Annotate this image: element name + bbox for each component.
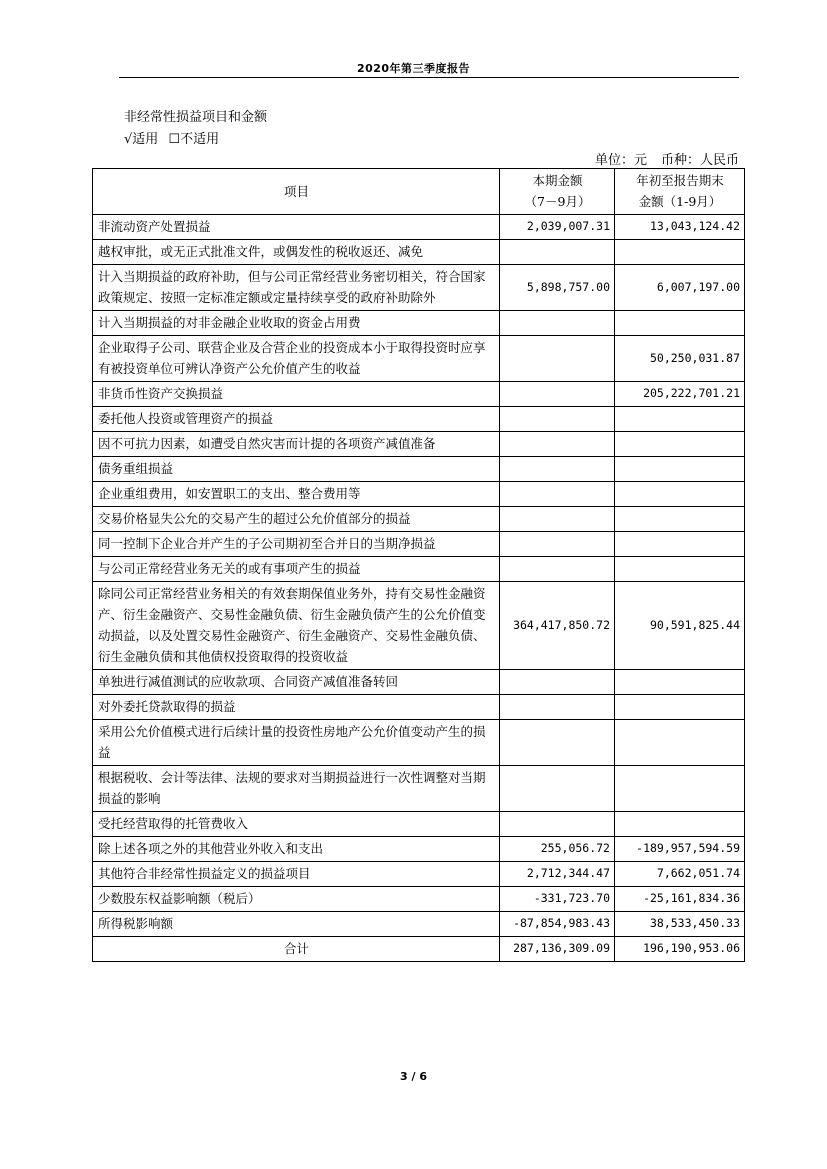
table-row bbox=[93, 557, 745, 582]
row-item-label: 采用公允价值模式进行后续计量的投资性房地产公允价值变动产生的损益 bbox=[93, 720, 500, 766]
non-recurring-gains-table bbox=[92, 168, 745, 962]
row-ytd-amount bbox=[615, 407, 745, 432]
row-item-label: 越权审批，或无正式批准文件，或偶发性的税收返还、减免 bbox=[93, 240, 500, 265]
row-ytd-amount bbox=[615, 311, 745, 336]
row-item-label: 单独进行减值测试的应收款项、合同资产减值准备转回 bbox=[93, 670, 500, 695]
header-divider bbox=[119, 77, 739, 78]
table-row bbox=[93, 482, 745, 507]
table-row bbox=[93, 862, 745, 887]
row-current-amount bbox=[500, 336, 615, 382]
table-row bbox=[93, 720, 745, 766]
column-header-current bbox=[500, 169, 615, 215]
unit-line bbox=[595, 149, 739, 168]
row-current-amount bbox=[500, 720, 615, 766]
table-row bbox=[93, 695, 745, 720]
row-item-label: 非流动资产处置损益 bbox=[93, 215, 500, 240]
table-row bbox=[93, 670, 745, 695]
row-item-label: 企业重组费用，如安置职工的支出、整合费用等 bbox=[93, 482, 500, 507]
table-row bbox=[93, 532, 745, 557]
applicable-option: √适用 bbox=[124, 132, 159, 147]
row-item-label: 受托经营取得的托管费收入 bbox=[93, 812, 500, 837]
row-ytd-amount bbox=[615, 432, 745, 457]
column-header-ytd-line1: 年初至报告期末 bbox=[636, 173, 724, 188]
row-current-amount bbox=[500, 766, 615, 812]
row-ytd-amount: 7,662,051.74 bbox=[615, 862, 745, 887]
row-current-amount: 2,712,344.47 bbox=[500, 862, 615, 887]
row-current-amount bbox=[500, 407, 615, 432]
table-row bbox=[93, 240, 745, 265]
row-item-label: 少数股东权益影响额（税后） bbox=[93, 887, 500, 912]
row-ytd-amount: 38,533,450.33 bbox=[615, 912, 745, 937]
total-label: 合计 bbox=[93, 937, 500, 962]
row-item-label: 交易价格显失公允的交易产生的超过公允价值部分的损益 bbox=[93, 507, 500, 532]
table-row bbox=[93, 507, 745, 532]
table-body bbox=[93, 215, 745, 937]
table-row bbox=[93, 311, 745, 336]
row-current-amount bbox=[500, 457, 615, 482]
table-row bbox=[93, 336, 745, 382]
row-current-amount bbox=[500, 507, 615, 532]
unit-label: 单位：元 bbox=[594, 153, 647, 168]
row-ytd-amount bbox=[615, 240, 745, 265]
column-header-current-line1: 本期金额 bbox=[532, 173, 583, 188]
row-ytd-amount: 205,222,701.21 bbox=[615, 382, 745, 407]
row-current-amount bbox=[500, 670, 615, 695]
row-ytd-amount bbox=[615, 482, 745, 507]
row-current-amount bbox=[500, 311, 615, 336]
table-row bbox=[93, 887, 745, 912]
row-item-label: 与公司正常经营业务无关的或有事项产生的损益 bbox=[93, 557, 500, 582]
row-current-amount bbox=[500, 482, 615, 507]
row-item-label: 非货币性资产交换损益 bbox=[93, 382, 500, 407]
row-item-label: 除同公司正常经营业务相关的有效套期保值业务外，持有交易性金融资产、衍生金融资产、交易性金融负债、衍生金融负债产生的公允价值变动损益，以及处置交易性金融资产、衍生金融资产、交易性金融负债、衍生金融负债和其他债权投资取得的投资收益 bbox=[93, 582, 500, 670]
row-item-label: 所得税影响额 bbox=[93, 912, 500, 937]
report-header-title: 2020年第三季度报告 bbox=[356, 62, 471, 75]
table-row bbox=[93, 432, 745, 457]
row-ytd-amount bbox=[615, 720, 745, 766]
table-row bbox=[93, 215, 745, 240]
row-item-label: 根据税收、会计等法律、法规的要求对当期损益进行一次性调整对当期损益的影响 bbox=[93, 766, 500, 812]
table-row bbox=[93, 582, 745, 670]
row-current-amount: 255,056.72 bbox=[500, 837, 615, 862]
row-current-amount: 364,417,850.72 bbox=[500, 582, 615, 670]
row-current-amount bbox=[500, 382, 615, 407]
row-current-amount: -87,854,983.43 bbox=[500, 912, 615, 937]
row-current-amount bbox=[500, 695, 615, 720]
row-ytd-amount: -189,957,594.59 bbox=[615, 837, 745, 862]
table-row bbox=[93, 265, 745, 311]
section-title: 非经常性损益项目和金额 bbox=[124, 110, 268, 125]
page-number: 3 / 6 bbox=[400, 1070, 427, 1083]
row-ytd-amount: -25,161,834.36 bbox=[615, 887, 745, 912]
row-ytd-amount: 50,250,031.87 bbox=[615, 336, 745, 382]
column-header-ytd bbox=[615, 169, 745, 215]
row-item-label: 同一控制下企业合并产生的子公司期初至合并日的当期净损益 bbox=[93, 532, 500, 557]
row-ytd-amount bbox=[615, 695, 745, 720]
row-ytd-amount: 90,591,825.44 bbox=[615, 582, 745, 670]
row-item-label: 因不可抗力因素，如遭受自然灾害而计提的各项资产减值准备 bbox=[93, 432, 500, 457]
row-item-label: 委托他人投资或管理资产的损益 bbox=[93, 407, 500, 432]
row-current-amount: -331,723.70 bbox=[500, 887, 615, 912]
table-row bbox=[93, 457, 745, 482]
table-row bbox=[93, 812, 745, 837]
row-ytd-amount: 13,043,124.42 bbox=[615, 215, 745, 240]
table-row bbox=[93, 382, 745, 407]
row-ytd-amount bbox=[615, 670, 745, 695]
row-item-label: 除上述各项之外的其他营业外收入和支出 bbox=[93, 837, 500, 862]
row-current-amount bbox=[500, 240, 615, 265]
total-ytd: 196,190,953.06 bbox=[615, 937, 745, 962]
total-current: 287,136,309.09 bbox=[500, 937, 615, 962]
row-item-label: 企业取得子公司、联营企业及合营企业的投资成本小于取得投资时应享有被投资单位可辨认净资产公允价值产生的收益 bbox=[93, 336, 500, 382]
row-current-amount bbox=[500, 432, 615, 457]
row-item-label: 计入当期损益的政府补助，但与公司正常经营业务密切相关，符合国家政策规定、按照一定标准定额或定量持续享受的政府补助除外 bbox=[93, 265, 500, 311]
currency-label: 币种：人民币 bbox=[660, 153, 739, 168]
column-header-item: 项目 bbox=[93, 169, 500, 215]
column-header-current-line2: （7－9月） bbox=[524, 194, 591, 209]
table-row bbox=[93, 766, 745, 812]
row-item-label: 对外委托贷款取得的损益 bbox=[93, 695, 500, 720]
row-ytd-amount: 6,007,197.00 bbox=[615, 265, 745, 311]
row-ytd-amount bbox=[615, 812, 745, 837]
row-item-label: 其他符合非经常性损益定义的损益项目 bbox=[93, 862, 500, 887]
column-header-ytd-line2: 金额（1-9月） bbox=[638, 194, 722, 209]
table-row bbox=[93, 837, 745, 862]
applicability-options bbox=[124, 128, 225, 147]
row-item-label: 债务重组损益 bbox=[93, 457, 500, 482]
row-current-amount bbox=[500, 532, 615, 557]
row-current-amount: 2,039,007.31 bbox=[500, 215, 615, 240]
row-current-amount bbox=[500, 812, 615, 837]
row-ytd-amount bbox=[615, 532, 745, 557]
row-item-label: 计入当期损益的对非金融企业收取的资金占用费 bbox=[93, 311, 500, 336]
not-applicable-option: ☐不适用 bbox=[168, 132, 220, 147]
total-row bbox=[93, 937, 745, 962]
table-row bbox=[93, 407, 745, 432]
table-row bbox=[93, 912, 745, 937]
row-ytd-amount bbox=[615, 557, 745, 582]
row-current-amount bbox=[500, 557, 615, 582]
row-ytd-amount bbox=[615, 507, 745, 532]
table-header-row bbox=[93, 169, 745, 215]
row-current-amount: 5,898,757.00 bbox=[500, 265, 615, 311]
row-ytd-amount bbox=[615, 457, 745, 482]
row-ytd-amount bbox=[615, 766, 745, 812]
